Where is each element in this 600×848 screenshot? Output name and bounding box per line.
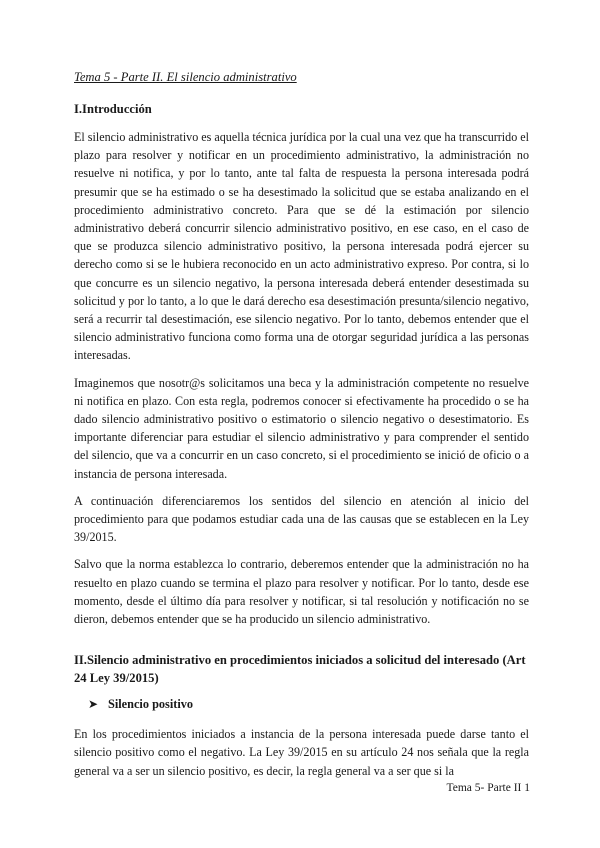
- document-title: Tema 5 - Parte II. El silencio administrativo: [74, 70, 297, 84]
- page-footer: Tema 5- Parte II 1: [446, 782, 530, 794]
- arrow-bullet-icon: ➤: [88, 697, 99, 712]
- bullet-silencio-positivo: [88, 695, 529, 713]
- section2-paragraph: En los procedimientos iniciados a instancia de la persona interesada puede darse tanto el silencio positivo como el negativo. La Ley 39/2015 en su artículo 24 nos señala que la regla general va a ser un silencio positivo, es decir, la regla general va a ser que si la: [74, 727, 529, 778]
- intro-paragraph-2: Imaginemos que nosotr@s solicitamos una beca y la administración competente no resuelve ni notifica en plazo. Con esta regla, podremos conocer si efectivamente ha procedido o se ha dado silencio administrativo positivo o estimatorio o silencio negativo o desestimatorio. Es importante diferenciar para estudiar el silencio administrativo y para comprender el sentido del silencio, que va a concurrir en un caso concreto, si el procedimiento se inició de oficio o a instancia de persona interesada.: [74, 375, 529, 481]
- intro-heading: I.Introducción: [74, 102, 152, 116]
- intro-paragraph-4: Salvo que la norma establezca lo contrario, deberemos entender que la administración no ha resuelto en plazo cuando se termina el plazo para resolver y notificar. Por lo tanto, desde ese momento, desde el último día para resolver y notificar, si tal resolución y notificación no se dieron, debemos entender que se ha producido un silencio administrativo.: [74, 557, 529, 627]
- document-page: [74, 68, 529, 789]
- section2-heading: II.Silencio administrativo en procedimientos iniciados a solicitud del interesado (Art 24 Ley 39/2015): [74, 653, 526, 686]
- bullet-label: Silencio positivo: [108, 697, 194, 712]
- intro-paragraph-1: El silencio administrativo es aquella técnica jurídica por la cual una vez que ha transcurrido el plazo para resolver y notificar en un procedimiento administrativo, la administración no resuelve ni notifica, y por lo tanto, ante tal falta de respuesta la persona interesada podrá presumir que se ha estimado o se ha desestimado la solicitud que se estaba analizando en el procedimiento administrativo concreto. Para que se dé la estimación por silencio administrativo deberá concurrir silencio administrativo positivo, en ese caso, en el caso de que se produzca silencio administrativo positivo, la persona interesada podrá ejercer su derecho como si se le hubiera reconocido en un acto administrativo expreso. Por contra, si lo que concurre es un silencio negativo, la persona interesada deberá entender desestimada su solicitud y por lo tanto, a lo que le dará derecho esa desestimación presunta/silencio negativo, será a recurrir tal desestimación, ese silencio negativo. Por lo tanto, debemos entender que el silencio administrativo funciona como forma una de otorgar seguridad jurídica a las personas interesadas.: [74, 130, 530, 363]
- intro-paragraph-3: A continuación diferenciaremos los sentidos del silencio en atención al inicio del procedimiento para que podamos estudiar cada una de las causas que se establecen en la Ley 39/2015.: [74, 493, 529, 545]
